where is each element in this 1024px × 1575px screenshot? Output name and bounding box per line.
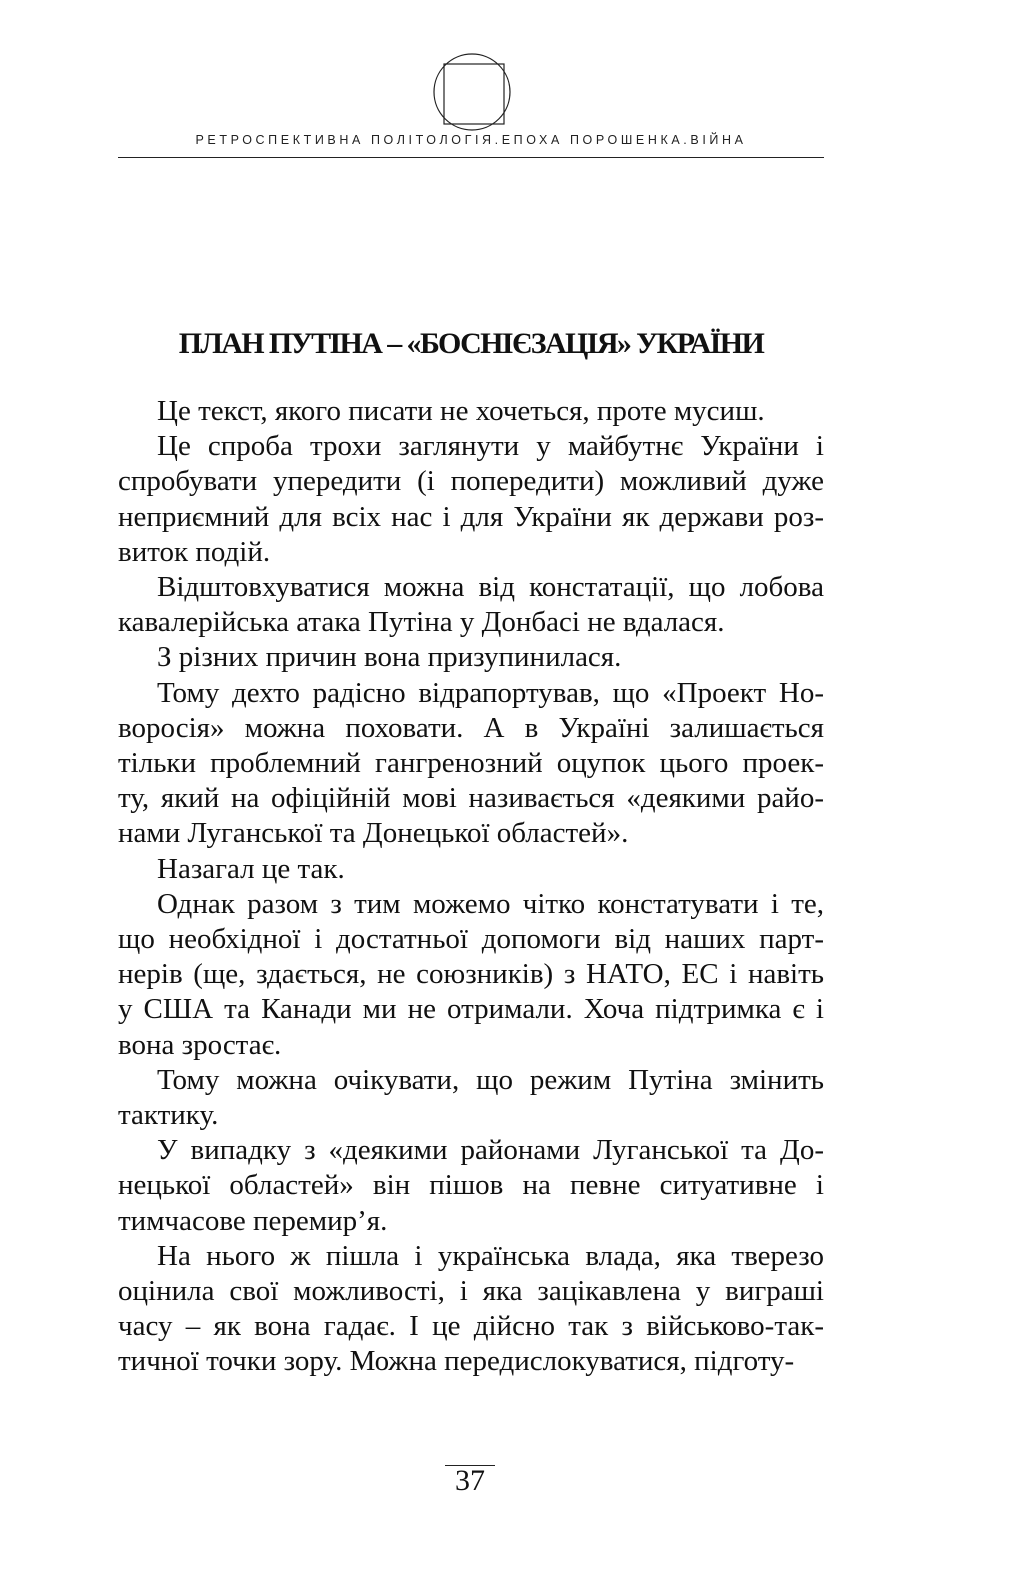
paragraph [118,570,824,640]
paragraph [118,1063,824,1133]
text-line: Тому можна очікувати, що режим Путіна змінить [157,1063,824,1096]
text-line: вона зростає. [118,1028,282,1061]
text-line: нами Луганської та Донецької областей». [118,817,629,850]
text-line: Це спроба трохи заглянути у майбутнє України і [157,430,824,463]
text-line: Однак разом з тим можемо чітко констатувати і те, [157,887,824,920]
text-line: тимчасове перемир’я. [118,1204,388,1237]
text-line: Відштовхуватися можна від констатації, що лобова [157,571,824,604]
page-number: 37 [455,1464,485,1497]
text-line: нецької областей» він пішов на певне ситуативне і [118,1169,824,1202]
running-head: РЕТРОСПЕКТИВНА ПОЛІТОЛОГІЯ.ЕПОХА ПОРОШЕНКА.ВІЙНА [195,133,747,147]
text-line: Тому дехто радісно відрапортував, що «Проект Но- [157,676,824,709]
header-rule [118,157,824,158]
text-line: виток подій. [118,535,271,568]
text-line: У випадку з «деякими районами Луганської та До- [157,1134,824,1167]
text-line: тільки проблемний гангренозний оцупок цього проек- [118,747,824,780]
text-line: воросія» можна поховати. А в Україні залишається [118,711,824,744]
text-line: тичної точки зору. Можна передислокуватися, підготу- [118,1345,795,1378]
text-line: ту, який на офіційній мові називається «деякими райо- [118,782,824,815]
text-line: нерів (ще, здається, не союзників) з НАТО, ЕС і навіть [118,958,824,991]
chapter-title: ПЛАН ПУТІНА – «БОСНІЄЗАЦІЯ» УКРАЇНИ [178,327,764,360]
paragraph [118,1133,824,1239]
text-line: кавалерійська атака Путіна у Донбасі не вдалася. [118,606,725,639]
circle-square-logo-icon [432,52,512,132]
body-text [118,394,824,1380]
text-line: Це текст, якого писати не хочеться, проте мусиш. [157,395,765,427]
paragraph [118,1239,824,1380]
text-line: Назагал це так. [157,852,345,885]
paragraph [118,676,824,852]
paragraph [118,887,824,1063]
paragraph [118,429,824,570]
text-line: що необхідної і достатньої допомоги від наших парт- [118,923,824,956]
paragraph [118,640,824,675]
text-line: тактику. [118,1099,219,1132]
text-line: спробувати упередити (і попередити) можливий дуже [118,465,824,498]
text-line: неприємний для всіх нас і для України як держави роз- [118,500,824,533]
paragraph [118,852,824,887]
text-line: часу – як вона гадає. І це дійсно так з військово-так- [118,1310,824,1343]
text-line: у США та Канади ми не отримали. Хоча підтримка є і [118,993,824,1026]
text-line: оцінила свої можливості, і яка зацікавлена у виграші [118,1275,824,1308]
text-line: З різних причин вона призупинилася. [157,641,622,674]
paragraph [118,394,824,429]
text-line: На нього ж пішла і українська влада, яка тверезо [157,1239,824,1272]
